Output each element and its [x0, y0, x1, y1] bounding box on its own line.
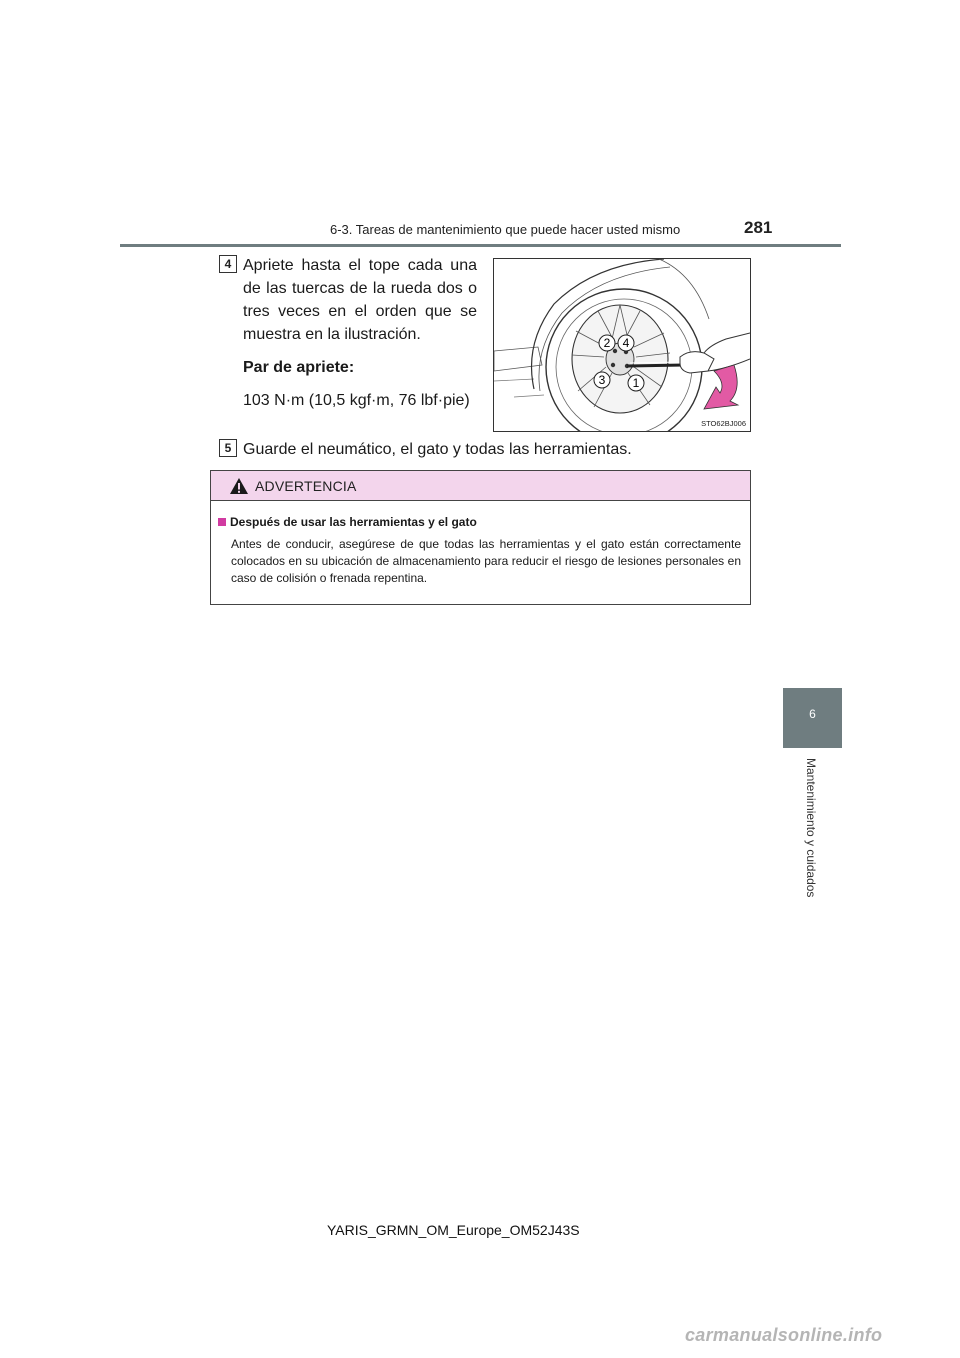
warning-title: ADVERTENCIA: [255, 478, 357, 494]
step-4-content: [243, 254, 477, 412]
step-5-instruction: Guarde el neumático, el gato y todas las herramientas.: [243, 441, 632, 458]
warning-box: [210, 470, 751, 605]
callout-2: 2: [603, 336, 611, 350]
square-bullet-icon: [218, 518, 226, 526]
step-4-instruction: Apriete hasta el tope cada una de las tuercas de la rueda dos o tres veces en el orden que se muestra en la ilustración.: [243, 257, 477, 343]
torque-value: 103 N·m (10,5 kgf·m, 76 lbf·pie): [243, 392, 470, 409]
chapter-tab: [783, 688, 842, 748]
callout-3: 3: [598, 373, 606, 387]
step-4-badge: 4: [219, 255, 237, 273]
warning-triangle-icon: [229, 477, 249, 500]
warning-item-title: [218, 515, 741, 529]
chapter-number: 6: [809, 707, 816, 721]
step-5-badge: 5: [219, 439, 237, 457]
warning-item-text: Antes de conducir, asegúrese de que todas las herramientas y el gato están correctamente colocados en su ubicación de almacenamiento para reducir el riesgo de lesiones personales en caso de colisión o frenada repentina.: [231, 537, 741, 585]
footer-manual-code: YARIS_GRMN_OM_Europe_OM52J43S: [327, 1222, 580, 1238]
watermark-link[interactable]: carmanualsonline.info: [685, 1325, 883, 1345]
wheel-nut-illustration: [493, 258, 751, 432]
header-rule: [120, 244, 841, 247]
warning-header: [211, 471, 750, 501]
warning-item-heading: Después de usar las herramientas y el gato: [230, 515, 477, 529]
torque-heading: Par de apriete:: [243, 359, 355, 376]
page-number: 281: [744, 218, 773, 237]
callout-1: 1: [632, 376, 640, 390]
callout-4: 4: [622, 336, 630, 350]
warning-body: [218, 515, 741, 587]
chapter-label: Mantenimiento y cuidados: [804, 758, 818, 898]
illustration-code: STO62BJ006: [701, 419, 746, 428]
section-title: 6-3. Tareas de mantenimiento que puede hacer usted mismo: [330, 222, 681, 237]
